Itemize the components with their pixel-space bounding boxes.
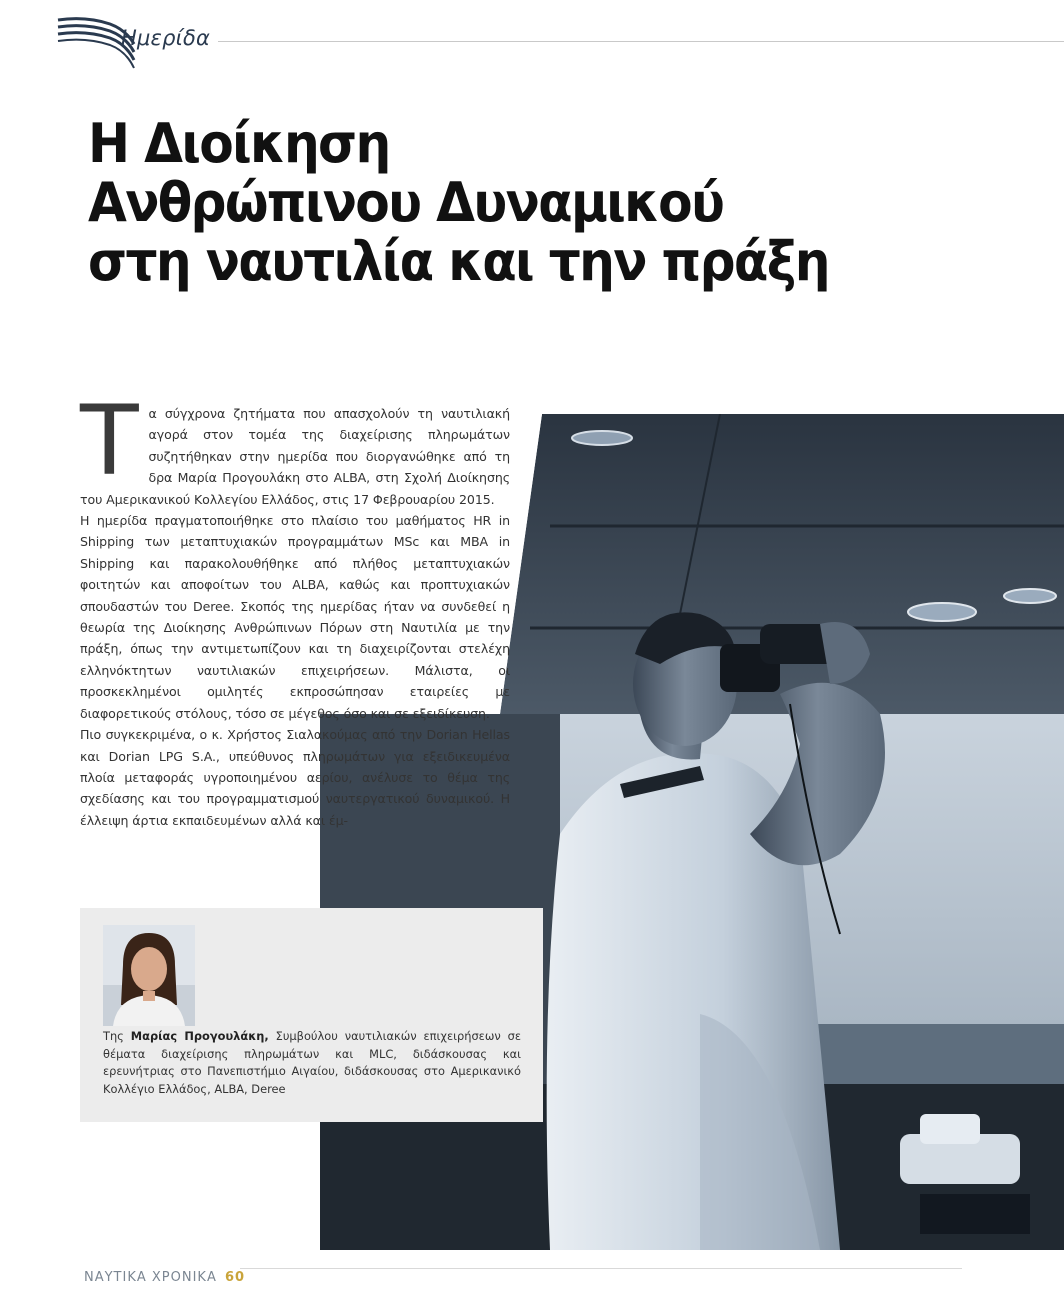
page-number: 60 [224,1270,246,1285]
article-paragraph-1: α σύγχρονα ζητήματα που απασχολούν τη ναυτιλιακή αγορά στον τομέα της διαχείρισης πληρωμάτων συζητήθηκαν στην ημερίδα που διοργανώθηκε από τη δρα Μαρία Προγουλάκη στο ALBA, στη Σχολή Διοίκησης του Αμερικανικού Κολλεγίου Ελλάδος, στις 17 Φεβρουαρίου 2015. [80,406,510,507]
title-line-2: Ανθρώπινου Δυναμικού [88,171,724,234]
author-name: Μαρίας Προγουλάκη, [130,1029,269,1043]
author-caption [103,1028,521,1098]
article-body [80,385,510,831]
header-rule [218,41,1064,42]
title-line-1: Η Διοίκηση [88,112,390,175]
section-label: Ημερίδα [121,26,211,50]
footer-rule [240,1268,962,1269]
article-paragraph-2: Η ημερίδα πραγματοποιήθηκε στο πλαίσιο του μαθήματος HR in Shipping των μεταπτυχιακών προγραμμάτων MSc και MBA in Shipping και παρακολουθήθηκε από πλήθος μεταπτυχιακών φοιτητών και αποφοίτων του ALBA, καθώς και προπτυχιακών σπουδαστών του Deree. Σκοπός της ημερίδας ήταν να συνδεθεί η θεωρία της Διοίκησης Ανθρώπινων Πόρων στη Ναυτιλία με την πράξη, όπως την αντιμετωπίζουν και τη διαχειρίζονται στελέχη ελληνόκτητων ναυτιλιακών επιχειρήσεων. Μάλιστα, οι προσκεκλημένοι ομιλητές εκπροσώπησαν εταιρείες με διαφορετικούς στόλους, τόσο σε μέγεθος όσο και σε εξειδίκευση. [80,513,510,721]
title-line-3: στη ναυτιλία και την πράξη [88,230,829,293]
article-title [88,114,925,291]
author-prefix: Της [103,1029,131,1043]
page-footer [84,1270,245,1285]
magazine-name: ΝΑΥΤΙΚΑ ΧΡΟΝΙΚΑ [84,1270,217,1285]
author-portrait-photo [103,925,195,1026]
article-paragraph-3: Πιο συγκεκριμένα, ο κ. Χρήστος Σιαλακούμας από την Dorian Hellas και Dorian LPG S.A., υπεύθυνος πληρωμάτων για εξειδικευμένα πλοία μεταφοράς υγροποιημένου αερίου, ανέλυσε το θέμα της σχεδίασης και του προγραμματισμού ναυτεργατικού δυναμικού. Η έλλειψη άρτια εκπαιδευμένων αλλά και έμ- [80,727,510,828]
author-bio: Συμβούλου ναυτιλιακών επιχειρήσεων σε θέματα διαχείρισης πληρωμάτων και MLC, διδάσκουσας και ερευνήτριας στο Πανεπιστήμιο Αιγαίου, διδάσκουσας στο Αμερικανικό Κολλέγιο Ελλάδος, ALBA, Deree [103,1029,522,1096]
drop-cap: Τ [80,385,139,497]
